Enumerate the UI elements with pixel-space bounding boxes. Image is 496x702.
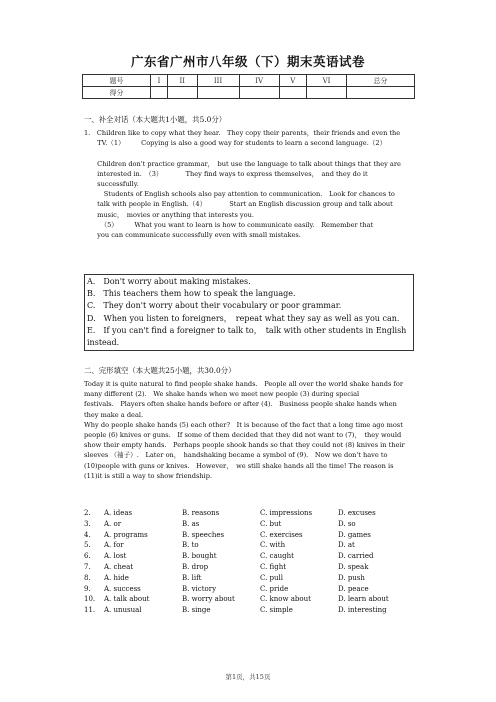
option-a: A. ideas	[104, 509, 133, 517]
passage-line: Why do people shake hands (5) each other? It is because of the fact that a long time ago most	[84, 420, 403, 429]
passage-line: they make a deal.	[84, 410, 144, 419]
option-d: D. carried	[338, 552, 374, 561]
option-b: B. worry about	[182, 595, 235, 604]
option-a: A. talk about	[104, 595, 150, 604]
passage-line: music， movies or anything that interests you.	[84, 210, 254, 219]
option-b: B. speeches	[182, 530, 225, 539]
option-a: A. cheat	[104, 562, 134, 571]
question-number: 4.	[84, 530, 91, 539]
answer-row	[84, 563, 416, 574]
score-cell	[150, 87, 167, 99]
option-a: A. for	[104, 541, 124, 550]
option-b: B. as	[182, 519, 200, 528]
passage-line: Students of English schools also pay attention to communication. Look for chances to	[84, 190, 395, 199]
passage-line: Today it is quite natural to find people shake hands. People all over the world shake hands for	[84, 380, 403, 388]
option-c: C. impressions	[260, 509, 313, 517]
option-a: A. hide	[104, 573, 129, 582]
question-number: 6.	[84, 552, 91, 561]
question-number: 10.	[84, 595, 96, 604]
option-c: C. exercises	[260, 530, 303, 539]
option-a: A. programs	[104, 530, 148, 539]
option-d: D. games	[338, 530, 371, 539]
score-cell	[239, 87, 279, 99]
score-cell	[279, 87, 306, 99]
section1-options-box	[84, 274, 414, 351]
score-row-label: 得分	[83, 87, 151, 99]
option-e: E. If you can't find a foreigner to talk to， talk with other students in English	[87, 325, 407, 335]
answer-row	[84, 585, 416, 596]
score-cell	[307, 87, 347, 99]
passage-line: people (6) knives or guns. If some of them decided that they did not want to (7)， they would	[84, 431, 402, 440]
option-b: B. bought	[182, 552, 217, 561]
passage-line: interested in. （3） They find ways to express themselves， and they do it	[84, 169, 368, 178]
option-b: B. lift	[182, 573, 202, 582]
option-d: D. speak	[338, 562, 369, 571]
option-d: D. learn about	[338, 595, 389, 604]
score-header-cell: III	[197, 75, 239, 87]
score-header-cell: 题号	[83, 75, 151, 87]
question-number: 9.	[84, 584, 91, 593]
option-b: B. to	[182, 541, 199, 550]
option-d: D. push	[338, 573, 365, 582]
option-a: A. unusual	[104, 606, 142, 615]
passage-line: festivals. Players often shake hands before or after (4). Business people shake hands when	[84, 400, 397, 409]
option-b: B. singe	[182, 606, 211, 615]
answer-row	[84, 552, 416, 563]
option-b: B. victory	[182, 584, 217, 593]
option-d: D. peace	[338, 584, 369, 593]
passage-line	[84, 148, 416, 158]
passage-line: show their empty hands. Perhaps people shook hands so that they could not (8) knives in their	[84, 441, 405, 450]
score-cell	[197, 87, 239, 99]
option-d: D. so	[338, 519, 356, 528]
option-b: B. This teachers them how to speak the language.	[87, 289, 296, 299]
answer-row	[84, 606, 416, 617]
option-a: A. Don't worry about making mistakes.	[87, 277, 251, 286]
page-footer: 第1页，共15页	[225, 673, 271, 681]
score-header-cell: V	[279, 75, 306, 87]
option-a: A. lost	[104, 552, 127, 561]
option-c: C. pull	[260, 573, 284, 582]
section2-heading: 二、完形填空（本大题共25小题，共30.0分）	[84, 366, 236, 375]
score-header-cell: IV	[239, 75, 279, 87]
option-c: C. simple	[260, 606, 293, 615]
option-a: A. or	[104, 519, 122, 528]
passage-line: successfully.	[84, 180, 139, 189]
option-c: C. but	[260, 519, 282, 528]
passage-line: Children don't practice grammar， but use the language to talk about things that they are	[84, 159, 401, 168]
answer-row	[84, 520, 416, 531]
section1-heading: 一、补全对话（本大题共1小题，共5.0分）	[84, 115, 227, 124]
option-c: C. fight	[260, 562, 287, 571]
option-a: A. success	[104, 584, 141, 593]
passage-line: TV.（1） Copying is also a good way for students to learn a second language.（2）	[84, 139, 387, 148]
option-b: B. reasons	[182, 509, 220, 517]
passage-line: talk with people in English.（4） Start an English discussion group and talk about	[84, 200, 393, 209]
question-number: 5.	[84, 541, 91, 550]
section1-passage	[84, 128, 416, 240]
answer-options-table	[84, 509, 416, 617]
score-cell	[167, 87, 197, 99]
passage-line: you can communicate successfully even with small mistakes.	[84, 231, 301, 240]
passage-line: (10)people with guns or knives. However， we still shake hands all the time! The reason is	[84, 461, 394, 470]
option-d: D. at	[338, 541, 355, 550]
option-c: C. with	[260, 541, 286, 550]
question-number: 3.	[84, 519, 91, 528]
question-number: 7.	[84, 562, 91, 571]
score-table-score-row	[83, 87, 415, 99]
answer-row	[84, 574, 416, 585]
option-d: D. When you listen to foreigners， repeat what they say as well as you can.	[87, 313, 400, 323]
passage-line: many different (2). We shake hands when we meet new people (3) during special	[84, 390, 360, 399]
question-number: 11.	[84, 606, 96, 615]
passage-line: (11)it is still a way to show friendship.	[84, 471, 213, 480]
option-e-continued: instead.	[87, 338, 120, 348]
answer-row	[84, 531, 416, 542]
option-c: C. pride	[260, 584, 289, 593]
passage-line: （5） What you want to learn is how to communicate easily. Remember that	[84, 220, 374, 229]
option-c: C. know about	[260, 595, 311, 604]
option-d: D. excuses	[338, 509, 376, 517]
score-header-cell: VI	[307, 75, 347, 87]
question-number: 8.	[84, 573, 91, 582]
answer-row	[84, 595, 416, 606]
score-table	[82, 74, 415, 99]
answer-row	[84, 509, 416, 520]
score-cell	[347, 87, 415, 99]
option-d: D. interesting	[338, 606, 387, 615]
option-c: C. They don't worry about their vocabulary or poor grammar.	[87, 301, 342, 311]
passage-line: 1. Children like to copy what they hear. They copy their parents，their friends and even the	[84, 129, 401, 137]
answer-row	[84, 541, 416, 552]
score-header-cell: II	[167, 75, 197, 87]
page-title: 广东省广州市八年级（下）期末英语试卷	[130, 54, 365, 69]
option-c: C. caught	[260, 552, 294, 561]
option-b: B. drop	[182, 562, 209, 571]
question-number: 2.	[84, 509, 91, 517]
score-table-header-row	[83, 75, 415, 87]
score-header-cell: I	[150, 75, 167, 87]
section2-passage	[84, 379, 416, 481]
score-header-cell: 总分	[347, 75, 415, 87]
passage-line: sleeves （袖子）. Later on， handshaking became a symbol of (9). Now we don't have to	[84, 451, 388, 460]
